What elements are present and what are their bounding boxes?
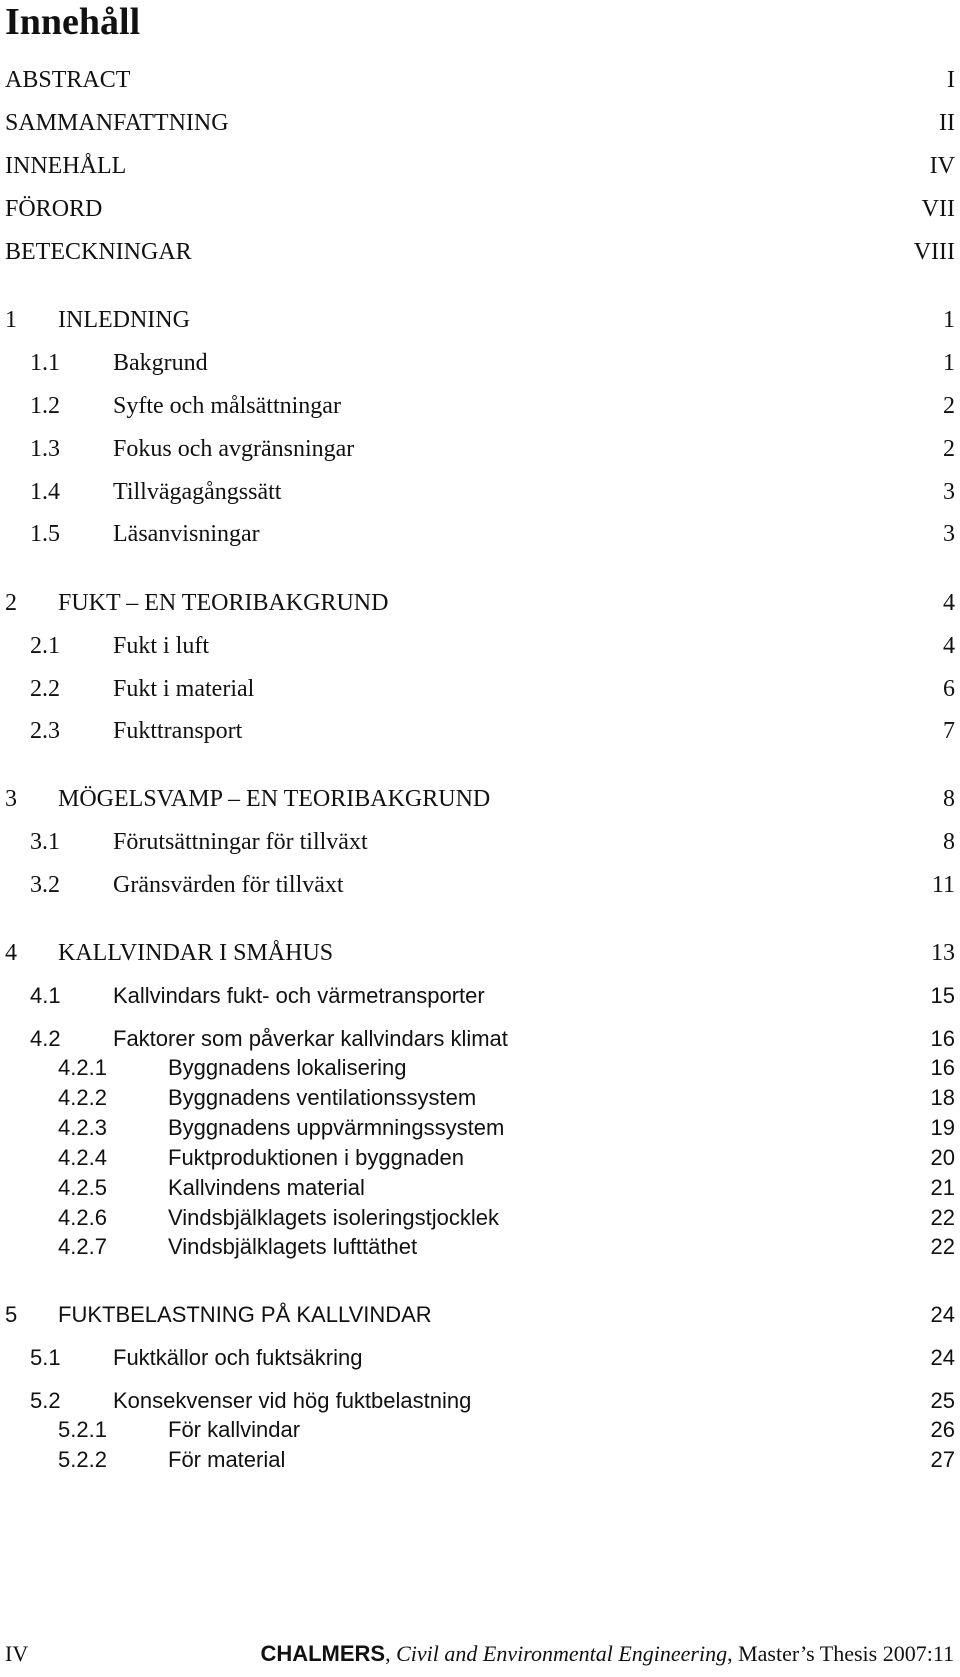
- toc-entry-number: 4.2.3: [58, 1115, 107, 1140]
- toc-entry: [0, 1300, 960, 1330]
- toc-entry-page: VII: [921, 196, 955, 222]
- toc-entry: [0, 631, 960, 661]
- toc-entry-title: FUKTBELASTNING PÅ KALLVINDAR: [58, 1302, 432, 1327]
- toc-entry-title: BETECKNINGAR: [5, 239, 192, 265]
- toc-entry-number: 3.2: [30, 872, 60, 898]
- footer-separator: ,: [385, 1641, 397, 1666]
- toc-entry: [0, 305, 960, 335]
- toc-entry: [0, 237, 960, 267]
- toc-entry: [0, 151, 960, 181]
- toc-entry-page: 15: [930, 983, 955, 1008]
- toc-entry: [0, 434, 960, 464]
- toc-entry-number: 4.2: [30, 1026, 61, 1051]
- toc-entry-title: Kallvindens material: [168, 1175, 365, 1200]
- footer-department: Civil and Environmental Engineering: [396, 1641, 728, 1666]
- toc-entry-title: Fokus och avgränsningar: [113, 436, 355, 462]
- toc-entry-page: 22: [930, 1205, 955, 1230]
- toc-entry-title: Fukttransport: [113, 718, 243, 744]
- toc-entry-page: 1: [943, 350, 955, 376]
- toc-entry-page: IV: [929, 153, 955, 179]
- toc-entry: [0, 1445, 960, 1475]
- toc-entry-page: 2: [943, 393, 955, 419]
- toc-entry-page: 11: [931, 872, 955, 898]
- toc-entry-number: 4.2.1: [58, 1055, 107, 1080]
- toc-entry-title: Konsekvenser vid hög fuktbelastning: [113, 1388, 472, 1413]
- toc-entry-title: Kallvindars fukt- och värmetransporter: [113, 983, 485, 1008]
- toc-entry-number: 3: [5, 786, 17, 812]
- toc-entry: [0, 1113, 960, 1143]
- toc-entry-page: 27: [930, 1447, 955, 1472]
- toc-entry-number: 5: [5, 1302, 18, 1327]
- toc-entry-page: 16: [930, 1026, 955, 1051]
- toc-entry-page: 3: [943, 521, 955, 547]
- toc-entry-page: II: [939, 110, 955, 136]
- toc-entry-page: 21: [930, 1175, 955, 1200]
- toc-entry-title: Byggnadens lokalisering: [168, 1055, 407, 1080]
- toc-entry: [0, 65, 960, 95]
- page-footer: [0, 1637, 960, 1671]
- toc-entry: [0, 870, 960, 900]
- toc-entry-number: 4.1: [30, 983, 61, 1008]
- toc-entry-number: 5.2.1: [58, 1417, 107, 1442]
- toc-entry-page: 7: [943, 718, 955, 744]
- toc-entry: [0, 938, 960, 968]
- toc-entry-number: 5.2: [30, 1388, 61, 1413]
- toc-entry-page: I: [947, 67, 955, 93]
- footer-separator: ,: [727, 1641, 739, 1666]
- toc-entry: [0, 1173, 960, 1203]
- toc-entry: [0, 784, 960, 814]
- toc-entry: [0, 1386, 960, 1416]
- toc-entry-title: ABSTRACT: [5, 67, 131, 93]
- toc-entry-title: Fuktproduktionen i byggnaden: [168, 1145, 464, 1170]
- toc-entry-title: Fukt i luft: [113, 633, 210, 659]
- toc-entry-number: 1.1: [30, 350, 60, 376]
- toc-entry-page: 24: [930, 1302, 955, 1327]
- toc-entry: [0, 1083, 960, 1113]
- toc-entry: [0, 348, 960, 378]
- toc-entry-number: 5.1: [30, 1345, 61, 1370]
- toc-entry-page: 26: [930, 1417, 955, 1442]
- toc-entry-number: 2: [5, 590, 17, 616]
- toc-entry-number: 1.5: [30, 521, 60, 547]
- toc-entry-page: 19: [930, 1115, 955, 1140]
- toc-entry-title: Vindsbjälklagets isoleringstjocklek: [168, 1205, 499, 1230]
- footer-credit: [260, 1637, 954, 1671]
- toc-entry-title: Läsanvisningar: [113, 521, 260, 547]
- toc-entry: [0, 716, 960, 746]
- toc-entry-number: 4: [5, 940, 17, 966]
- toc-entry: [0, 391, 960, 421]
- toc-entry-title: Faktorer som påverkar kallvindars klimat: [113, 1026, 508, 1051]
- toc-entry-page: 4: [943, 590, 955, 616]
- toc-entry-title: Byggnadens ventilationssystem: [168, 1085, 477, 1110]
- toc-entry: [0, 108, 960, 138]
- toc-entry-title: FÖRORD: [5, 196, 103, 222]
- toc-entry-number: 1.4: [30, 479, 60, 505]
- toc-entry-title: Fukt i material: [113, 676, 255, 702]
- toc-entry-number: 2.2: [30, 676, 60, 702]
- toc-entry-title: Gränsvärden för tillväxt: [113, 872, 344, 898]
- footer-page-number: IV: [5, 1641, 29, 1666]
- toc-entry: [0, 588, 960, 618]
- toc-entry-number: 1.2: [30, 393, 60, 419]
- toc-entry-page: 6: [943, 676, 955, 702]
- toc-entry: [0, 981, 960, 1011]
- toc-entry: [0, 1203, 960, 1233]
- toc-entry-title: KALLVINDAR I SMÅHUS: [58, 940, 334, 966]
- toc-entry-title: Förutsättningar för tillväxt: [113, 829, 368, 855]
- toc-entry-page: 24: [930, 1345, 955, 1370]
- toc-entry-title: Bakgrund: [113, 350, 208, 376]
- toc-entry-number: 4.2.7: [58, 1234, 107, 1259]
- toc-entry: [0, 519, 960, 549]
- toc-entry-title: FUKT – EN TEORIBAKGRUND: [58, 590, 389, 616]
- toc-entry-title: Syfte och målsättningar: [113, 393, 341, 419]
- toc-entry-page: 1: [943, 307, 955, 333]
- toc-entry-title: Fuktkällor och fuktsäkring: [113, 1345, 363, 1370]
- toc-entry-title: Tillvägagångssätt: [113, 479, 282, 505]
- toc-entry: [0, 1024, 960, 1054]
- toc-entry-page: VIII: [913, 239, 955, 265]
- toc-entry-title: Byggnadens uppvärmningssystem: [168, 1115, 505, 1140]
- toc-entry: [0, 674, 960, 704]
- toc-entry-number: 3.1: [30, 829, 60, 855]
- page-heading: Innehåll: [5, 1, 141, 43]
- toc-entry-page: 4: [943, 633, 955, 659]
- toc-entry-number: 4.2.5: [58, 1175, 107, 1200]
- toc-entry-page: 22: [930, 1234, 955, 1259]
- toc-entry: [0, 827, 960, 857]
- toc-entry-number: 5.2.2: [58, 1447, 107, 1472]
- toc-entry-number: 4.2.4: [58, 1145, 107, 1170]
- footer-thesis: Master’s Thesis 2007:11: [738, 1641, 954, 1666]
- toc-entry: [0, 194, 960, 224]
- toc-entry-number: 1: [5, 307, 17, 333]
- toc-entry-page: 25: [930, 1388, 955, 1413]
- toc-entry-page: 3: [943, 479, 955, 505]
- toc-entry-number: 2.1: [30, 633, 60, 659]
- toc-entry-title: INLEDNING: [58, 307, 190, 333]
- toc-entry-number: 4.2.6: [58, 1205, 107, 1230]
- toc-entry-page: 13: [931, 940, 955, 966]
- toc-entry: [0, 1232, 960, 1262]
- toc-entry: [0, 1053, 960, 1083]
- footer-brand: CHALMERS: [260, 1641, 386, 1666]
- toc-entry-number: 2.3: [30, 718, 60, 744]
- toc-entry: [0, 1343, 960, 1373]
- toc-entry-title: INNEHÅLL: [5, 153, 127, 179]
- toc-entry-page: 8: [943, 829, 955, 855]
- toc-entry-number: 4.2.2: [58, 1085, 107, 1110]
- toc-entry-page: 18: [930, 1085, 955, 1110]
- toc-entry-title: För kallvindar: [168, 1417, 301, 1442]
- toc-entry-page: 20: [930, 1145, 955, 1170]
- toc-entry-title: SAMMANFATTNING: [5, 110, 229, 136]
- toc-entry-page: 8: [943, 786, 955, 812]
- toc-entry-page: 16: [930, 1055, 955, 1080]
- toc-entry-number: 1.3: [30, 436, 60, 462]
- toc-entry: [0, 1415, 960, 1445]
- toc-entry-title: Vindsbjälklagets lufttäthet: [168, 1234, 418, 1259]
- toc-entry: [0, 477, 960, 507]
- toc-entry: [0, 1143, 960, 1173]
- toc-entry-title: MÖGELSVAMP – EN TEORIBAKGRUND: [58, 786, 491, 812]
- toc-entry-title: För material: [168, 1447, 286, 1472]
- toc-entry-page: 2: [943, 436, 955, 462]
